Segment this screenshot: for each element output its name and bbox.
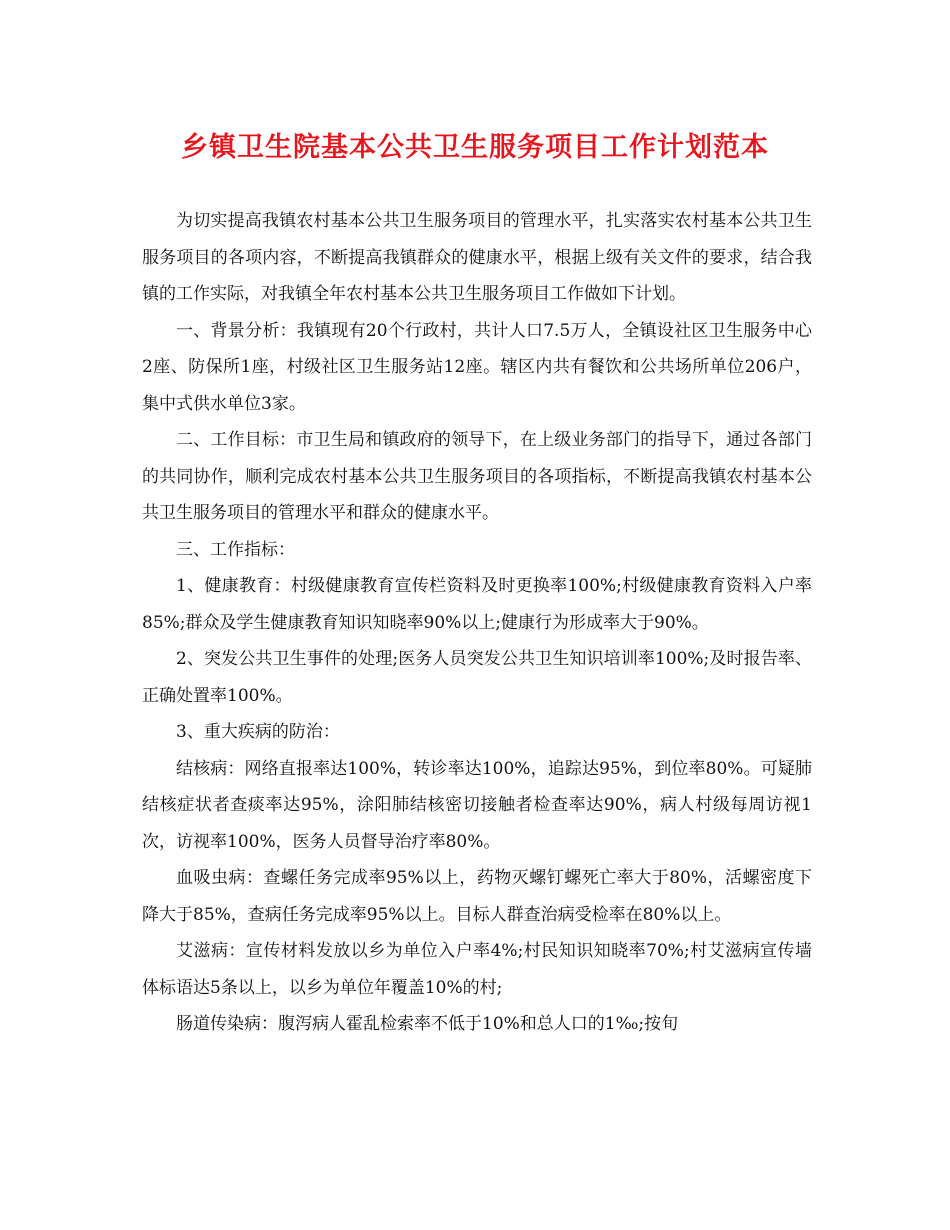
document-title: 乡镇卫生院基本公共卫生服务项目工作计划范本 [181, 132, 769, 163]
paragraph-intro: 为切实提高我镇农村基本公共卫生服务项目的管理水平，扎实落实农村基本公共卫生服务项目的各项内容，不断提高我镇群众的健康水平，根据上级有关文件的要求，结合我镇的工作实际，对我镇全年农村基本公共卫生服务项目工作做如下计划。 [142, 211, 812, 304]
paragraph-major-diseases-heading: 3、重大疾病的防治： [176, 722, 340, 742]
paragraph-tuberculosis: 结核病：网络直报率达100%，转诊率达100%，追踪达95%，到位率80%。可疑肺结核症状者查痰率达95%，涂阳肺结核密切接触者检查率达90%，病人村级每周访视1次，访视率100%，医务人员督导治疗率80%。 [142, 758, 812, 852]
paragraph-health-education: 1、健康教育：村级健康教育宣传栏资料及时更换率100%;村级健康教育资料入户率85%;群众及学生健康教育知识知晓率90%以上;健康行为形成率大于90%。 [142, 576, 812, 633]
paragraph-background: 一、背景分析：我镇现有20个行政村，共计人口7.5万人，全镇设社区卫生服务中心2座、防保所1座，村级社区卫生服务站12座。辖区内共有餐饮和公共场所单位206户，集中式供水单位3家。 [142, 320, 812, 414]
paragraph-schistosomiasis: 血吸虫病：查螺任务完成率95%以上，药物灭螺钉螺死亡率大于80%，活螺密度下降大于85%，查病任务完成率95%以上。目标人群查治病受检率在80%以上。 [142, 868, 812, 925]
paragraph-public-health-events: 2、突发公共卫生事件的处理;医务人员突发公共卫生知识培训率100%;及时报告率、正确处置率100%。 [142, 649, 812, 706]
paragraph-indicators-heading: 三、工作指标： [176, 539, 295, 560]
paragraph-intestinal-diseases: 肠道传染病：腹泻病人霍乱检索率不低于10%和总人口的1‰;按旬 [176, 1014, 679, 1034]
paragraph-aids: 艾滋病：宣传材料发放以乡为单位入户率4%;村民知识知晓率70%;村艾滋病宣传墙体标语达5条以上，以乡为单位年覆盖10%的村; [142, 941, 812, 998]
paragraph-goals: 二、工作目标：市卫生局和镇政府的领导下，在上级业务部门的指导下，通过各部门的共同协作，顺利完成农村基本公共卫生服务项目的各项指标，不断提高我镇农村基本公共卫生服务项目的管理水平和群众的健康水平。 [142, 430, 812, 523]
document-body [142, 203, 812, 1043]
